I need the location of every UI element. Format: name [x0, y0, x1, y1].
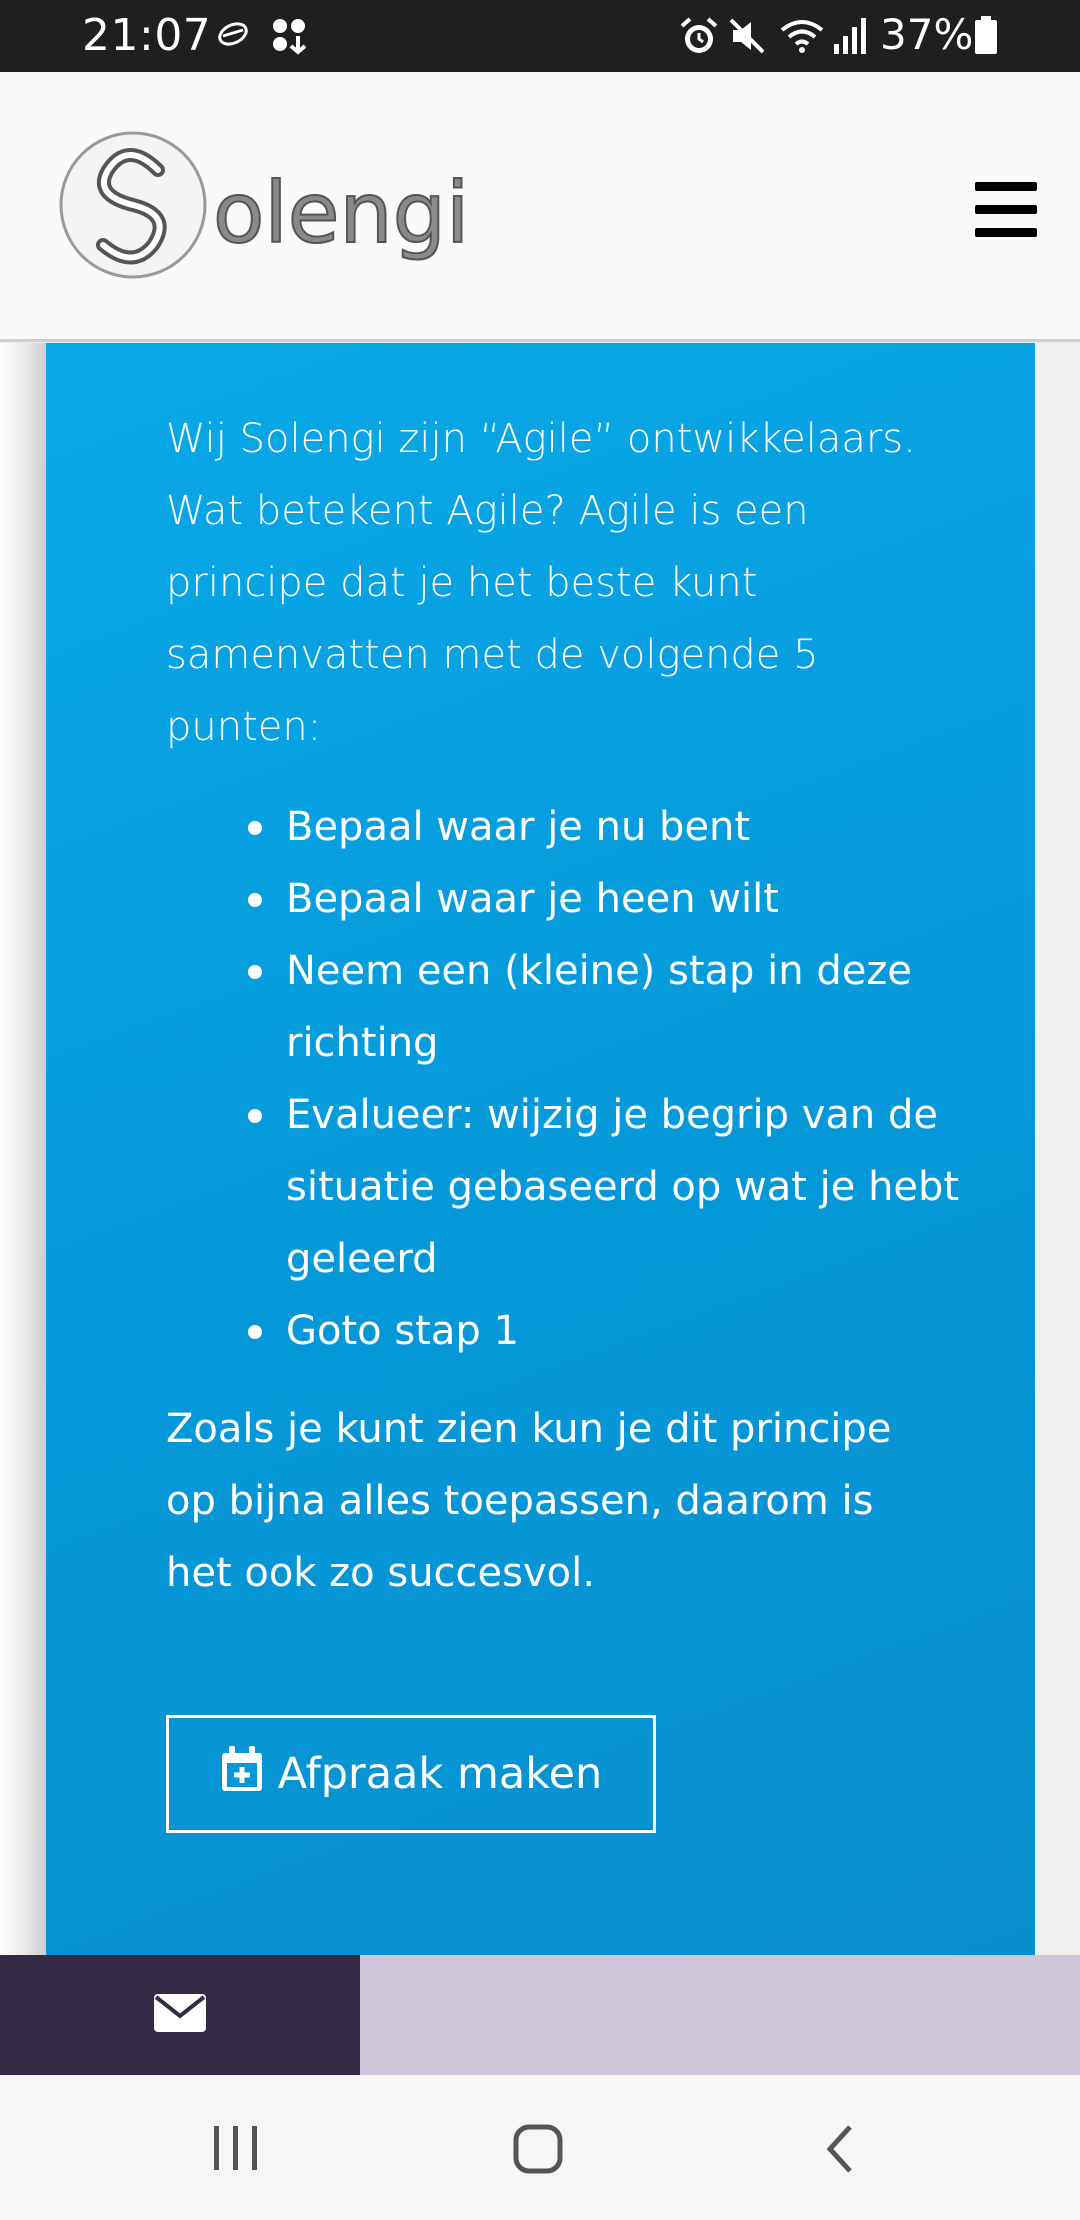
battery-percent: 37%: [880, 10, 974, 59]
solengi-logo[interactable]: [58, 130, 508, 280]
mail-button[interactable]: [0, 1955, 360, 2075]
list-item: Bepaal waar je nu bent: [286, 791, 966, 863]
outro-paragraph: Zoals je kunt zien kun je dit principe op bijna alles toepassen, daarom is het ook zo succesvol.: [166, 1406, 892, 1596]
system-navigation-bar: [0, 2075, 1080, 2220]
list-item: Neem een (kleine) stap in deze richting: [286, 935, 966, 1079]
list-item: Bepaal waar je heen wilt: [286, 863, 966, 935]
calendar-plus-icon: [220, 1745, 264, 1804]
list-item: Evalueer: wijzig je begrip van de situatie gebaseerd op wat je hebt geleerd: [286, 1079, 966, 1295]
status-time: 21:07: [82, 10, 212, 61]
make-appointment-button[interactable]: [166, 1715, 656, 1833]
recent-apps-icon[interactable]: [212, 2123, 260, 2177]
bottom-bar-right: [360, 1955, 1080, 2075]
site-header: [0, 72, 1080, 342]
alarm-icon: [678, 16, 720, 62]
hamburger-line: [975, 205, 1037, 214]
envelope-icon: [154, 1994, 206, 2036]
right-strip: [1035, 343, 1080, 1955]
hamburger-line: [975, 228, 1037, 237]
left-shadow-strip: [0, 343, 46, 1955]
make-appointment-label: Afpraak maken: [277, 1749, 603, 1799]
signal-icon: [832, 16, 868, 60]
sync-icon: [215, 16, 251, 56]
intro-paragraph: Wij Solengi zijn “Agile” ontwikkelaars. Wat betekent Agile? Agile is een principe dat je het beste kunt samenvatten met de volgende 5 punten:: [166, 416, 916, 750]
hamburger-menu-button[interactable]: [975, 182, 1037, 238]
back-icon[interactable]: [822, 2123, 858, 2179]
logo-text: olengi: [213, 164, 470, 262]
list-item: Goto stap 1: [286, 1295, 966, 1367]
agile-content-panel: [46, 343, 1035, 1955]
bottom-contact-bar: [0, 1955, 1080, 2075]
agile-steps-list: [286, 791, 966, 1367]
status-bar: [0, 0, 1080, 72]
mute-icon: [727, 16, 767, 60]
home-icon[interactable]: [512, 2123, 564, 2179]
wifi-icon: [778, 16, 826, 60]
battery-icon: [974, 16, 998, 60]
apps-icon: [270, 16, 310, 60]
hamburger-line: [975, 182, 1037, 191]
